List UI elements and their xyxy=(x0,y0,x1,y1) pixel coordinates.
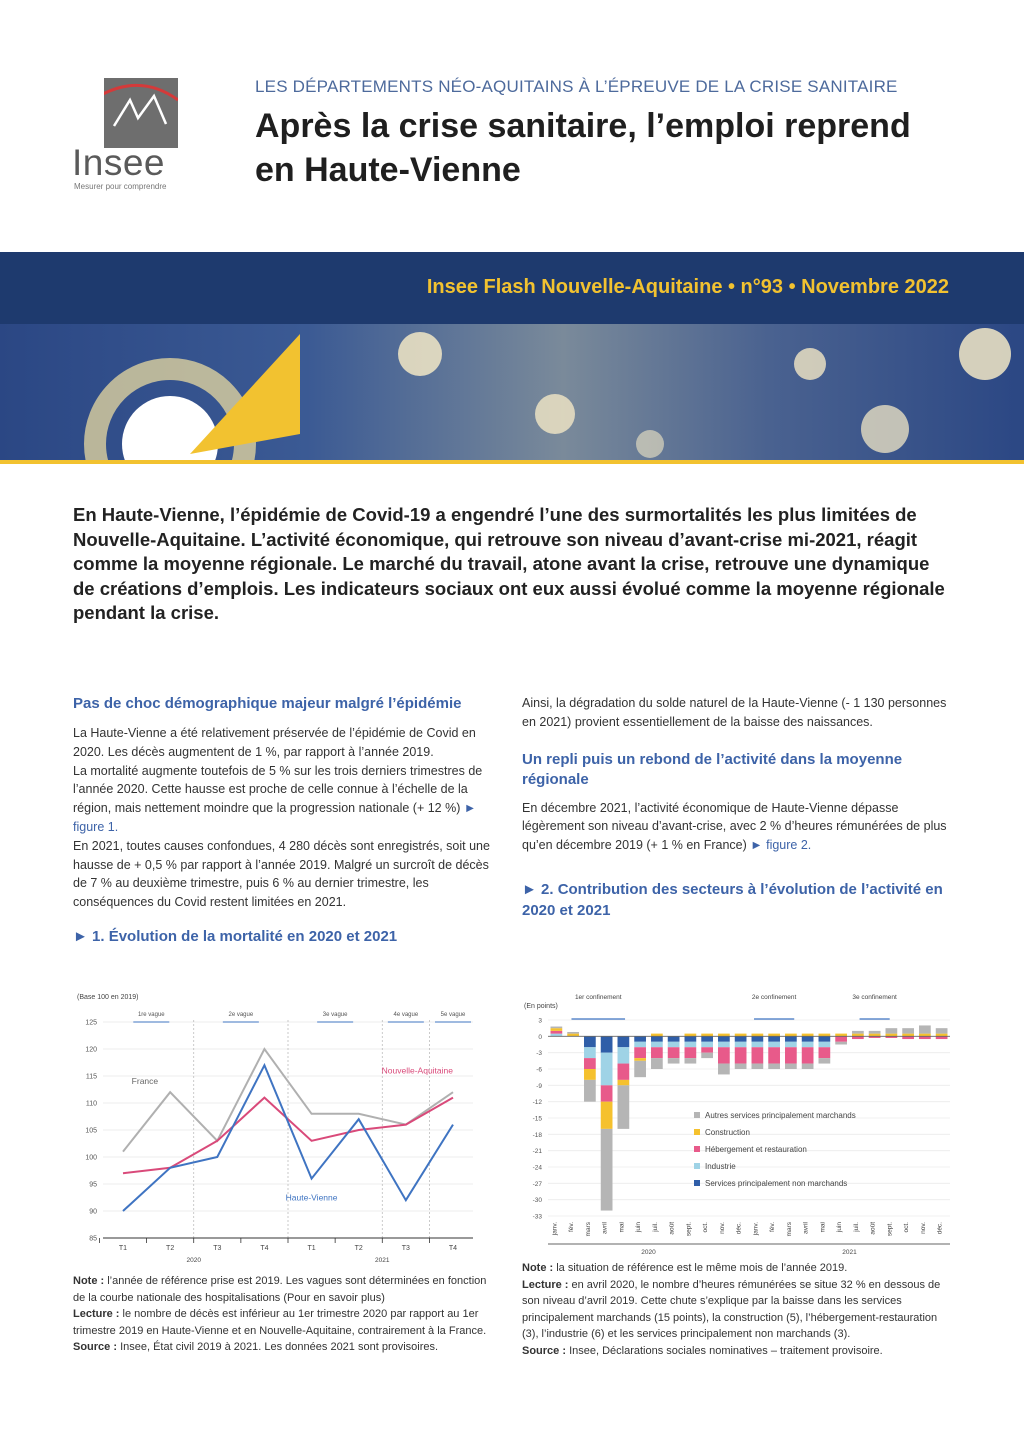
chart1-wave-label: 5e vague xyxy=(440,1012,466,1018)
chart2-bar-segment xyxy=(752,1034,764,1037)
logo-word: Insee xyxy=(72,142,166,183)
chart2-legend-swatch xyxy=(694,1163,700,1169)
chart1-unit-label: (Base 100 en 2019) xyxy=(77,994,139,1001)
chart2-bar-segment xyxy=(584,1058,596,1069)
chart1-x-tick: T2 xyxy=(354,1245,363,1252)
chart2-month-label: sept. xyxy=(685,1222,693,1237)
chart2-y-tick: -24 xyxy=(532,1164,542,1172)
chart2-bar-segment xyxy=(752,1042,764,1047)
note-label: Note : xyxy=(522,1262,557,1274)
activity-stacked-bar-chart xyxy=(522,990,954,1264)
chart1-x-tick: T4 xyxy=(260,1245,269,1252)
chart2-month-label: oct. xyxy=(702,1222,710,1233)
chart2-bar-segment xyxy=(835,1034,847,1037)
figure-1-notes xyxy=(73,1273,498,1356)
lede-paragraph: En Haute-Vienne, l’épidémie de Covid-19 a engendré l’une des surmortalités les plus limitées de Nouvelle-Aquitaine. L’activité économique, qui retrouve son niveau d’avant-crise mi-2021, réagit comme la moyenne régionale. Le marché du travail, atone avant la crise, retrouve une dynamique de créations d’emplois. Les indicateurs sociaux ont eux aussi évolué comme la moyenne régionale pendant la crise. xyxy=(73,504,945,623)
lecture-text: le nombre de décès est inférieur au 1er trimestre 2020 par rapport au 1er trimestre 2019 en Haute-Vienne et en Nouvelle-Aquitaine, contrairement à la France. xyxy=(73,1308,487,1337)
chart2-confinement-label: 3e confinement xyxy=(852,994,897,1001)
chart2-bar-segment xyxy=(835,1036,847,1041)
chart2-bar-segment xyxy=(651,1047,663,1058)
chart2-bar-segment xyxy=(634,1061,646,1077)
chart2-month-label: fév. xyxy=(568,1222,576,1232)
chart2-bar-segment xyxy=(802,1034,814,1037)
chart2-month-label: janv. xyxy=(551,1222,559,1236)
chart2-bar-segment xyxy=(768,1036,780,1041)
figure-1-lecture xyxy=(73,1306,498,1339)
chart2-month-label: mars xyxy=(584,1222,592,1237)
chart2-bar-segment xyxy=(668,1036,680,1041)
chart2-legend-swatch xyxy=(694,1129,700,1135)
chart2-bar-segment xyxy=(819,1058,831,1063)
chart2-legend-label: Services principalement non marchands xyxy=(705,1179,848,1188)
chart2-bar-segment xyxy=(584,1069,596,1080)
source-label: Source : xyxy=(73,1341,121,1353)
chart2-bar-segment xyxy=(567,1032,579,1034)
chart2-bar-segment xyxy=(802,1047,814,1063)
chart2-bar-segment xyxy=(752,1047,764,1063)
chart2-bar-segment xyxy=(768,1042,780,1047)
note-label: Note : xyxy=(73,1275,108,1287)
chart2-bar-segment xyxy=(886,1028,898,1033)
right-column xyxy=(522,694,954,921)
figure-2-lecture xyxy=(522,1277,954,1343)
chart2-month-label: juil. xyxy=(852,1222,860,1232)
chart2-bar-segment xyxy=(902,1028,914,1033)
chart2-bar-segment xyxy=(601,1102,613,1129)
chart2-confinement-label: 1er confinement xyxy=(574,994,622,1001)
chart2-bar-segment xyxy=(701,1047,713,1052)
chart1-x-tick: T1 xyxy=(118,1245,128,1252)
chart2-legend-swatch xyxy=(694,1112,700,1118)
chart2-bar-segment xyxy=(601,1053,613,1086)
note-text: l’année de référence prise est 2019. Les vagues sont déterminées en fonction de la courbe nationale des hospitalisations (Pour en savoir plus) xyxy=(73,1275,487,1304)
chart2-month-label: nov. xyxy=(919,1222,927,1234)
publication-band xyxy=(0,252,1024,324)
chart2-bar-segment xyxy=(869,1031,881,1034)
chart1-wave-label: 4e vague xyxy=(393,1012,419,1018)
publication-line: Insee Flash Nouvelle-Aquitaine • n°93 • Novembre 2022 xyxy=(426,276,949,298)
left-paragraph-2 xyxy=(73,762,498,837)
chart2-bar-segment xyxy=(701,1042,713,1047)
chart2-bar-segment xyxy=(768,1047,780,1063)
left-paragraph-2-text: La mortalité augmente toutefois de 5 % sur les trois derniers trimestres de l’année 2020. Cette hausse est proche de celle connue à l’échelle de la région, mais nettement moindre que la progression nationale (+ 12 %) xyxy=(73,763,483,816)
chart1-y-tick: 125 xyxy=(85,1019,97,1027)
chart2-month-label: déc. xyxy=(735,1222,743,1235)
source-text: Insee, Déclarations sociales nominatives – traitement provisoire. xyxy=(569,1344,883,1357)
series-supertitle: LES DÉPARTEMENTS NÉO-AQUITAINS À L’ÉPREUVE DE LA CRISE SANITAIRE xyxy=(255,77,898,96)
source-label: Source : xyxy=(522,1344,570,1357)
chart2-bar-segment xyxy=(852,1034,864,1037)
chart2-bar-segment xyxy=(735,1034,747,1037)
right-paragraph-0: Ainsi, la dégradation du solde naturel de la Haute-Vienne (- 1 130 personnes en 2021) provient essentiellement de la baisse des naissances. xyxy=(522,696,947,729)
chart1-x-tick: T3 xyxy=(213,1245,222,1252)
chart2-year-label: 2021 xyxy=(842,1249,857,1256)
chart2-year-label: 2020 xyxy=(641,1249,656,1256)
chart2-bar-segment xyxy=(584,1080,596,1102)
chart2-month-label: mai xyxy=(819,1222,827,1233)
chart2-bar-segment xyxy=(919,1036,931,1039)
right-paragraph-1-text: En décembre 2021, l’activité économique de Haute-Vienne dépasse légèrement son niveau d’avant-crise, avec 2 % d’heures rémunérées de plus qu’en décembre 2019 (+ 1 % en France) xyxy=(522,800,947,853)
chart2-month-label: mai xyxy=(618,1222,626,1233)
chart2-bar-segment xyxy=(651,1058,663,1069)
chart2-bar-segment xyxy=(718,1047,730,1063)
chart2-bar-segment xyxy=(735,1042,747,1047)
chart2-bar-segment xyxy=(852,1036,864,1039)
chart2-bar-segment xyxy=(752,1036,764,1041)
chart2-bar-segment xyxy=(919,1034,931,1037)
source-text: Insee, État civil 2019 à 2021. Les données 2021 sont provisoires. xyxy=(120,1341,439,1353)
chart2-month-label: juin xyxy=(635,1222,643,1233)
chart2-bar-segment xyxy=(718,1064,730,1075)
chart1-x-tick: T4 xyxy=(448,1245,458,1252)
lecture-text: en avril 2020, le nombre d’heures rémunérées se situe 32 % en dessous de son niveau d’avril 2019. Cette chute s’explique par la baisse dans les services principalement marchands (15 points), la construction (5), l’hébergement-restauration (3), l’industrie (6) et les services principalement non marchands (3). xyxy=(522,1278,941,1340)
chart2-bar-segment xyxy=(785,1064,797,1069)
figure-1-source xyxy=(73,1339,498,1356)
figure-1-link[interactable]: ► figure 1. xyxy=(73,801,477,834)
chart2-month-label: sept. xyxy=(886,1222,894,1237)
chart2-month-label: juin xyxy=(836,1222,844,1233)
chart2-month-label: janv. xyxy=(752,1222,760,1236)
chart2-bar-segment xyxy=(701,1036,713,1041)
chart2-bar-segment xyxy=(819,1036,831,1041)
chart2-bar-segment xyxy=(919,1025,931,1033)
left-paragraph-1: La Haute-Vienne a été relativement préservée de l’épidémie de Covid en 2020. Les décès augmentent de 1 %, par rapport à l’année 2019. xyxy=(73,726,476,759)
chart2-bar-segment xyxy=(551,1031,563,1034)
chart2-bar-segment xyxy=(768,1064,780,1069)
figure-2-source xyxy=(522,1343,954,1360)
note-text: la situation de référence est le même mois de l’année 2019. xyxy=(556,1262,848,1274)
chart2-bar-segment xyxy=(718,1034,730,1037)
chart2-bar-segment xyxy=(685,1058,697,1063)
chart2-bar-segment xyxy=(802,1036,814,1041)
chart1-series-label: Haute-Vienne xyxy=(285,1192,338,1203)
right-paragraph-1 xyxy=(522,799,954,855)
chart2-bar-segment xyxy=(718,1036,730,1041)
chart2-bar-segment xyxy=(668,1058,680,1063)
chart2-y-tick: 0 xyxy=(538,1033,542,1041)
chart1-y-tick: 120 xyxy=(85,1046,97,1054)
chart1-x-tick: T2 xyxy=(166,1245,175,1252)
chart2-bar-segment xyxy=(551,1027,563,1029)
chart2-bar-segment xyxy=(584,1047,596,1058)
lecture-label: Lecture : xyxy=(522,1278,572,1291)
chart2-confinement-label: 2e confinement xyxy=(751,994,797,1001)
chart2-bar-segment xyxy=(618,1036,630,1047)
chart2-bar-segment xyxy=(701,1053,713,1058)
chart1-series-label: Nouvelle-Aquitaine xyxy=(381,1065,453,1076)
chart2-bar-segment xyxy=(785,1036,797,1041)
figure-1-title: ► 1. Évolution de la mortalité en 2020 et 2021 xyxy=(73,927,398,945)
chart2-bar-segment xyxy=(819,1047,831,1058)
chart2-bar-segment xyxy=(718,1042,730,1047)
insee-logo xyxy=(72,78,182,198)
chart2-bar-segment xyxy=(869,1034,881,1037)
chart2-bar-segment xyxy=(902,1034,914,1037)
chart2-bar-segment xyxy=(785,1047,797,1063)
chart2-bar-segment xyxy=(651,1036,663,1041)
decorative-banner xyxy=(0,324,1024,461)
chart2-month-label: déc. xyxy=(936,1222,944,1235)
chart2-month-label: août xyxy=(869,1222,877,1235)
figure-2-note xyxy=(522,1260,954,1277)
chart2-legend-label: Industrie xyxy=(705,1162,736,1171)
logo-square xyxy=(104,78,178,148)
chart2-bar-segment xyxy=(651,1034,663,1037)
chart2-legend-swatch xyxy=(694,1146,700,1152)
chart2-y-tick: -3 xyxy=(536,1050,542,1058)
chart2-bar-segment xyxy=(936,1028,948,1033)
chart2-bar-segment xyxy=(685,1034,697,1037)
chart1-y-tick: 90 xyxy=(89,1208,97,1216)
chart2-y-tick: -30 xyxy=(532,1197,542,1205)
chart2-bar-segment xyxy=(551,1028,563,1031)
chart2-bar-segment xyxy=(735,1047,747,1063)
chart2-legend-swatch xyxy=(694,1180,700,1186)
chart2-month-label: avril xyxy=(601,1222,609,1234)
chart1-year-label: 2020 xyxy=(186,1257,201,1264)
chart2-y-tick: -21 xyxy=(532,1148,542,1156)
lecture-label: Lecture : xyxy=(73,1308,123,1320)
chart2-bar-segment xyxy=(835,1042,847,1045)
figure-1-note xyxy=(73,1273,498,1306)
figure-2-title: ► 2. Contribution des secteurs à l’évolution de l’activité en 2020 et 2021 xyxy=(522,880,943,919)
section-heading-demography: Pas de choc démographique majeur malgré l’épidémie xyxy=(73,695,462,712)
chart2-bar-segment xyxy=(618,1080,630,1085)
chart2-y-tick: -18 xyxy=(532,1131,542,1139)
chart1-y-tick: 105 xyxy=(85,1127,97,1135)
figure-2-link[interactable]: ► figure 2. xyxy=(750,838,812,853)
chart2-month-label: fév. xyxy=(769,1222,777,1232)
banner-graphic-icon xyxy=(0,324,1024,461)
chart2-bar-segment xyxy=(735,1036,747,1041)
chart2-bar-segment xyxy=(752,1064,764,1069)
chart2-y-tick: -15 xyxy=(532,1115,542,1123)
chart2-bar-segment xyxy=(651,1042,663,1047)
chart2-bar-segment xyxy=(634,1047,646,1058)
chart1-series-label: France xyxy=(131,1076,159,1087)
chart1-y-tick: 110 xyxy=(85,1100,97,1108)
chart1-wave-label: 3e vague xyxy=(322,1012,348,1018)
chart2-bar-segment xyxy=(768,1034,780,1037)
chart2-bar-segment xyxy=(902,1036,914,1039)
mortality-line-chart xyxy=(73,990,498,1272)
chart2-bar-segment xyxy=(567,1034,579,1037)
chart2-bar-segment xyxy=(735,1064,747,1069)
logo-tagline: Mesurer pour comprendre xyxy=(74,182,167,191)
chart1-y-tick: 115 xyxy=(85,1073,97,1081)
chart2-bar-segment xyxy=(802,1064,814,1069)
page-title: Après la crise sanitaire, l’emploi reprend en Haute-Vienne xyxy=(255,107,911,189)
chart2-bar-segment xyxy=(819,1034,831,1037)
chart2-bar-segment xyxy=(634,1058,646,1061)
chart1-x-tick: T3 xyxy=(401,1245,410,1252)
chart2-y-tick: -9 xyxy=(536,1082,542,1090)
chart2-bar-segment xyxy=(634,1036,646,1041)
chart2-bar-segment xyxy=(936,1036,948,1039)
chart1-x-tick: T1 xyxy=(307,1245,316,1252)
chart2-bar-segment xyxy=(685,1047,697,1058)
section-heading-activity: Un repli puis un rebond de l’activité dans la moyenne régionale xyxy=(522,750,903,788)
chart2-month-label: avril xyxy=(802,1222,810,1234)
left-column xyxy=(73,694,498,947)
chart2-bar-segment xyxy=(618,1064,630,1080)
chart2-bar-segment xyxy=(601,1129,613,1211)
chart2-bar-segment xyxy=(668,1042,680,1047)
chart2-bar-segment xyxy=(802,1042,814,1047)
chart1-y-tick: 95 xyxy=(89,1181,97,1189)
chart2-y-tick: 3 xyxy=(538,1017,542,1025)
chart2-y-tick: -27 xyxy=(532,1180,542,1188)
chart2-bar-segment xyxy=(618,1085,630,1129)
chart2-bar-segment xyxy=(551,1034,563,1037)
chart1-y-tick: 85 xyxy=(89,1235,97,1243)
chart2-bar-segment xyxy=(819,1042,831,1047)
chart1-year-label: 2021 xyxy=(375,1257,390,1264)
chart2-month-label: nov. xyxy=(718,1222,726,1234)
chart2-bar-segment xyxy=(685,1042,697,1047)
chart2-legend-label: Construction xyxy=(705,1128,750,1137)
chart2-bar-segment xyxy=(852,1031,864,1034)
figure-2-notes xyxy=(522,1260,954,1359)
chart2-month-label: oct. xyxy=(903,1222,911,1233)
chart2-bar-segment xyxy=(785,1042,797,1047)
chart2-bar-segment xyxy=(936,1034,948,1037)
chart2-bar-segment xyxy=(701,1034,713,1037)
chart2-legend-label: Hébergement et restauration xyxy=(705,1145,807,1154)
chart1-y-tick: 100 xyxy=(85,1154,97,1162)
chart2-bar-segment xyxy=(886,1034,898,1037)
chart2-month-label: juil. xyxy=(651,1222,659,1232)
chart1-wave-label: 2e vague xyxy=(228,1012,254,1018)
chart2-bar-segment xyxy=(685,1036,697,1041)
chart2-bar-segment xyxy=(584,1036,596,1047)
chart2-bar-segment xyxy=(601,1036,613,1052)
chart2-bar-segment xyxy=(601,1085,613,1101)
chart2-unit-label: (En points) xyxy=(524,1003,558,1010)
chart1-wave-label: 1re vague xyxy=(137,1012,165,1018)
banner-underline xyxy=(0,460,1024,464)
chart2-y-tick: -12 xyxy=(532,1099,542,1107)
logo-mark-icon xyxy=(104,78,178,148)
chart2-bar-segment xyxy=(634,1042,646,1047)
chart2-legend-label: Autres services principalement marchands xyxy=(705,1111,856,1120)
chart2-month-label: août xyxy=(668,1222,676,1235)
chart2-bar-segment xyxy=(785,1034,797,1037)
chart2-bar-segment xyxy=(618,1047,630,1063)
chart2-bar-segment xyxy=(668,1047,680,1058)
chart2-y-tick: -33 xyxy=(532,1213,542,1221)
chart2-y-tick: -6 xyxy=(536,1066,542,1074)
chart2-month-label: mars xyxy=(785,1222,793,1237)
left-paragraph-3: En 2021, toutes causes confondues, 4 280 décès sont enregistrés, soit une hausse de + 0,5 % par rapport à l’année 2019. Malgré un surcroît de décès de 7 % au deuxième trimestre, puis 6 % au dernier trimestre, les conséquences du Covid restent limitées en 2021. xyxy=(73,838,490,910)
